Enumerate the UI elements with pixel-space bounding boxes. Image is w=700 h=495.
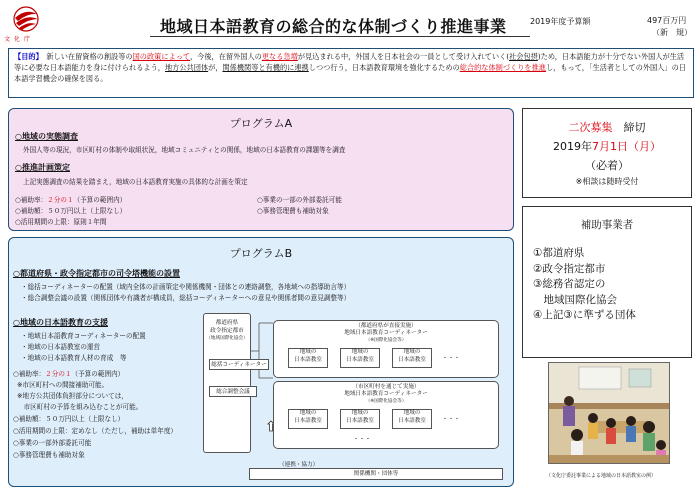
second-recruitment-label: 二次募集 — [568, 121, 613, 134]
group-coordinator-label: 地域日本語教育コーディネーター — [344, 391, 428, 397]
classroom-label-1: 地域の — [299, 349, 317, 355]
classroom-box — [392, 348, 432, 368]
purpose-text: し，もって，「生活者としての外国人」の日本語学習機会の確保を図る。 — [14, 62, 686, 83]
group-implementation-label: （市区町村を通じて実施） — [352, 384, 420, 390]
classroom-label-2: 日本語教室 — [398, 417, 426, 424]
prefecture-box — [203, 313, 251, 453]
program-b-period: ○活用期間の上限：定めなし（ただし，補助は単年度） — [13, 427, 178, 435]
recruitment-header — [523, 119, 691, 135]
recruitment-box — [522, 108, 692, 198]
classroom-label-1: 地域の — [403, 410, 421, 416]
fiscal-year-label: 2019年度予算額 — [530, 17, 591, 26]
logo-text: 文 化 庁 — [4, 36, 31, 43]
program-b-subsidy-amount: ○補助額：５０万円以上（上限なし） — [13, 415, 125, 423]
program-b-support-heading: ○地域の日本語教育の支援 — [13, 318, 108, 327]
purpose-highlight: 更なる急増 — [261, 52, 298, 61]
classroom-photo-image — [549, 363, 670, 464]
group-implementation-label: （都道府県が直接実施） — [355, 323, 417, 329]
cooperation-label: （連携・協力） — [279, 462, 319, 468]
applicant-item: 地域国際化協会 — [533, 293, 617, 306]
program-a-title: プログラムA — [229, 117, 293, 130]
program-a-period: ○活用期間の上限：原則１年間 — [15, 218, 107, 226]
deadline-label: 締切 — [623, 121, 646, 134]
group-coordinator-note: （※国際化協会等） — [365, 338, 407, 343]
classroom-box — [340, 409, 380, 429]
program-a-subsidy-rate — [15, 194, 126, 204]
program-b-outsourcing: ○事業の一部外部委託可能 — [13, 439, 92, 447]
direct-implementation-group — [273, 320, 499, 378]
must-arrive-label: （必着） — [585, 159, 629, 172]
applicant-item: ③総務省認定の — [533, 278, 606, 290]
classroom-label-2: 日本語教室 — [398, 356, 426, 363]
classroom-label-1: 地域の — [299, 410, 317, 416]
budget-amount: 497百万円 — [647, 16, 687, 25]
coordination-council-box: 総合調整会議 — [209, 386, 257, 397]
program-a-outsourcing: ○事業の一部の外部委託可能 — [257, 196, 342, 204]
program-a-admin-cost: ○事務管理費も補助対象 — [257, 207, 329, 215]
applicant-item: ④上記③に準ずる団体 — [533, 309, 636, 321]
purpose-text: しつつ行う，日本語教育環境を強化するための — [308, 62, 460, 72]
prefecture-label: 都道府県 — [215, 320, 239, 326]
purpose-box — [8, 48, 694, 98]
program-b-note: ※地方公共団体負担部分については， — [17, 392, 128, 400]
program-a-plan-text: 上記実態調査の結果を踏まえ，地域の日本語教育実施の具体的な計画を策定 — [23, 178, 248, 186]
purpose-highlight: 関係機関等と有機的に連携 — [222, 62, 309, 72]
subsidy-rate-value: ２分の１ — [47, 196, 74, 204]
program-b-note: ※市区町村への間接補助可能。 — [17, 381, 109, 389]
program-a-survey-heading: ○地域の実態調査 — [15, 132, 78, 141]
group-coordinator-label: 地域日本語教育コーディネーター — [344, 330, 428, 336]
purpose-highlight: 総合的な体制づくりを推進 — [459, 62, 546, 72]
designated-city-label: 政令指定都市 — [210, 327, 244, 334]
general-coordinator-box: 総括コーディネーター — [209, 359, 269, 370]
program-b-note: 市区町村の予算を組み込むことが可能。 — [17, 403, 143, 411]
consultation-note: ※相談は随時受付 — [575, 177, 639, 186]
ellipsis: ・・・ — [442, 355, 461, 362]
subsidy-rate-value: ２分の１ — [45, 370, 72, 378]
partners-box: 関係機関・団体等 — [249, 468, 503, 480]
international-association-label: （地域国際化協会） — [206, 336, 248, 341]
classroom-label-1: 地域の — [351, 410, 369, 416]
program-b-support-item: ・地域の日本語教室の運営 — [21, 343, 101, 351]
classroom-label-2: 日本語教室 — [346, 417, 374, 424]
program-b-support-item: ・地域日本語教育コーディネーターの配置 — [21, 332, 146, 340]
program-b-command-item: ・総括コーディネーターの配置（域内全体の計画策定や関係機関・団体との連絡調整，各地域への指導助言等） — [21, 283, 351, 291]
applicant-item: ②政令指定都市 — [533, 262, 606, 275]
program-b-command-heading: ○都道府県・政令指定都市の司令塔機能の設置 — [13, 269, 180, 278]
classroom-label-2: 日本語教室 — [346, 356, 374, 363]
classroom-label-1: 地域の — [351, 349, 369, 355]
new-label: （新 規） — [652, 28, 692, 37]
purpose-text: 新しい在留資格の創設等の — [39, 52, 133, 61]
classroom-label-2: 日本語教室 — [294, 356, 322, 363]
program-a-panel — [8, 108, 514, 231]
subsidy-rate-label: ○補助率： — [15, 196, 48, 204]
ellipsis: ・・・ — [442, 416, 461, 423]
classroom-label-1: 地域の — [403, 349, 421, 355]
purpose-text: ，今後，在留外国人の — [189, 52, 262, 61]
program-b-panel — [8, 237, 514, 487]
ellipsis: ・・・ — [353, 436, 372, 443]
group-coordinator-note: （※国際化協会等） — [365, 399, 407, 404]
photo-caption: （文化庁委託事業による地域の日本語教室の例） — [546, 473, 657, 479]
agency-logo — [6, 4, 46, 38]
purpose-highlight: 地方公共団体 — [164, 62, 209, 72]
page-title: 地域日本語教育の総合的な体制づくり推進事業 — [160, 17, 507, 36]
purpose-label: 【目的】 — [14, 52, 40, 61]
program-a-survey-text: 外国人等の現況，市区町村の体制や取組状況，地域コミュニティとの関係，地域の日本語教育の課題等を調査 — [23, 146, 346, 154]
program-b-title: プログラムB — [229, 247, 293, 260]
program-b-support-item: ・地域の日本語教育人材の育成 等 — [21, 354, 127, 362]
purpose-highlight: 国の政策によって — [132, 52, 190, 61]
subsidy-rate-note: （予算の範囲内） — [73, 196, 127, 204]
subsidy-rate-note: （予算の範囲内） — [71, 370, 125, 378]
classroom-box — [288, 409, 328, 429]
program-a-subsidy-amount: ○補助額：５０万円以上（上限なし） — [15, 207, 127, 215]
program-b-admin-cost: ○事務管理費も補助対象 — [13, 451, 85, 459]
applicants-title: 補助事業者 — [580, 219, 634, 231]
purpose-text: が， — [208, 62, 223, 72]
classroom-photo — [548, 362, 670, 464]
classroom-box — [392, 409, 432, 429]
purpose-text: )ため，日本語能力が十分でない外国人が生活等に必要な日本語能力を身に付けられるよう， — [14, 52, 685, 72]
title-underline — [150, 36, 530, 37]
deadline-day: 7月1日（月） — [592, 140, 661, 153]
subsidy-rate-label: ○補助率： — [13, 370, 46, 378]
classroom-label-2: 日本語教室 — [294, 417, 322, 424]
deadline-year: 2019年 — [553, 140, 592, 153]
deadline-date — [523, 138, 691, 154]
classroom-box — [340, 348, 380, 368]
program-b-command-item: ・総合調整会議の設置（関係団体や有識者が構成員，総括コーディネーターへの意見や関係者間の意見調整等） — [21, 294, 351, 302]
applicants-box — [522, 206, 692, 358]
applicant-item: ①都道府県 — [533, 247, 585, 259]
municipal-implementation-group — [273, 381, 499, 449]
classroom-box — [288, 348, 328, 368]
purpose-highlight: 社会包摂 — [509, 52, 538, 61]
program-a-plan-heading: ○推進計画策定 — [15, 163, 70, 172]
purpose-text: が見込まれる中，外国人を日本社会の一員として受け入れていく( — [297, 52, 510, 61]
